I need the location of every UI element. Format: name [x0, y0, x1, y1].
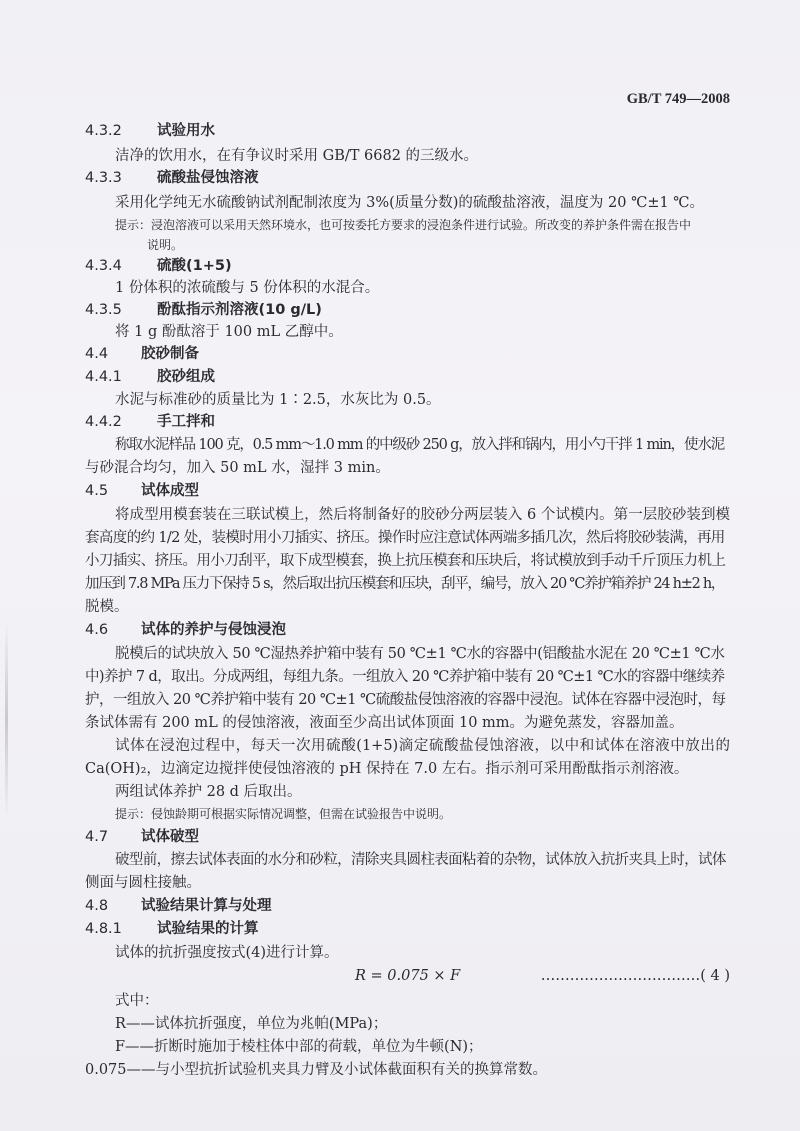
paragraph-line: 将成型用模套装在三联试模上，然后将制备好的胶砂分两层装入 6 个试模内。第一层胶砂装到模	[115, 507, 730, 523]
paragraph-line: 与砂混合均匀，加入 50 mL 水，湿拌 3 min。	[85, 460, 390, 476]
heading-4-3-3	[85, 168, 730, 188]
paragraph-line: 条试体需有 200 mL 的侵蚀溶液，液面至少高出试体顶面 10 mm。为避免蒸发，容器加盖。	[85, 715, 684, 731]
section-number: 4.3.3	[85, 170, 122, 186]
section-title: 胶砂制备	[141, 346, 199, 362]
section-number: 4.3.2	[85, 123, 122, 139]
heading-4-3-4	[85, 256, 730, 276]
equation-number: ……………………………( 4 )	[540, 968, 730, 984]
section-number: 4.6	[85, 622, 109, 638]
section-number: 4.8.1	[85, 921, 122, 937]
section-title: 试验结果的计算	[157, 921, 259, 937]
paragraph-line: 中)养护 7 d，取出。分成两组，每组九条。一组放入 20 ℃养护箱中装有 20 ℃±1 ℃水的容器中继续养	[85, 669, 725, 685]
heading-4-4-2	[85, 412, 730, 432]
paragraph: 洁净的饮用水，在有争议时采用 GB/T 6682 的三级水。	[115, 148, 479, 164]
paragraph-line: 侧面与圆柱接触。	[85, 875, 201, 891]
section-title: 试体成型	[141, 483, 199, 499]
section-title: 胶砂组成	[157, 369, 215, 385]
section-title: 试体的养护与侵蚀浸泡	[141, 622, 286, 638]
formula: R = 0.075 × F	[355, 968, 461, 984]
paragraph-line: 套高度的约 1/2 处，装模时用小刀插实、挤压。操作时应注意试体两端多插几次，然后将胶砂装满，再用	[85, 530, 725, 546]
heading-4-5	[85, 481, 730, 501]
where-label: 式中：	[115, 993, 159, 1009]
paragraph: 1 份体积的浓硫酸与 5 份体积的水混合。	[115, 280, 380, 296]
section-number: 4.4.2	[85, 414, 122, 430]
note: 提示：浸泡溶液可以采用天然环境水，也可按委托方要求的浸泡条件进行试验。所改变的养护条件需在报告中	[115, 218, 692, 232]
section-title: 硫酸盐侵蚀溶液	[157, 170, 259, 186]
section-number: 4.3.4	[85, 258, 122, 274]
paragraph-line: 脱模。	[85, 599, 129, 615]
section-title: 试验用水	[157, 123, 215, 139]
section-number: 4.3.5	[85, 302, 122, 318]
section-title: 试验结果计算与处理	[141, 898, 272, 914]
definition-r: R——试体抗折强度，单位为兆帕(MPa)；	[115, 1016, 388, 1032]
heading-4-3-5	[85, 300, 730, 320]
section-title: 酚酞指示剂溶液(10 g/L)	[157, 302, 322, 318]
section-number: 4.5	[85, 483, 109, 499]
heading-4-4-1	[85, 367, 730, 387]
standard-number-header: GB/T 749—2008	[626, 91, 730, 107]
paragraph: 采用化学纯无水硫酸钠试剂配制浓度为 3%(质量分数)的硫酸盐溶液，温度为 20 ℃±1 ℃。	[115, 195, 705, 211]
note-continued: 说明。	[147, 238, 184, 252]
paragraph-line: 破型前，擦去试体表面的水分和砂粒，清除夹具圆柱表面粘着的杂物，试体放入抗折夹具上时，试体	[115, 852, 726, 868]
paragraph-line: Ca(OH)₂，边滴定边搅拌使侵蚀溶液的 pH 保持在 7.0 左右。指示剂可采用酚酞指示剂溶液。	[85, 761, 689, 777]
heading-4-3-2	[85, 121, 730, 141]
section-number: 4.7	[85, 829, 109, 845]
section-number: 4.4.1	[85, 369, 122, 385]
paragraph: 试体的抗折强度按式(4)进行计算。	[115, 945, 339, 961]
paragraph-line: 称取水泥样品 100 克，0.5 mm～1.0 mm 的中级砂 250 g，放入拌和锅内，用小勺干拌 1 min，使水泥	[115, 437, 724, 453]
section-title: 试体破型	[141, 829, 199, 845]
paragraph: 两组试体养护 28 d 后取出。	[115, 784, 302, 800]
section-title: 硫酸(1+5)	[157, 258, 232, 274]
section-title: 手工拌和	[157, 414, 215, 430]
note: 提示：侵蚀龄期可根据实际情况调整，但需在试验报告中说明。	[115, 807, 452, 821]
heading-4-8-1	[85, 919, 730, 939]
paragraph-line: 小刀插实、挤压。用小刀刮平，取下成型模套，换上抗压模套和压块后，将试模放到手动千斤顶压力机上	[85, 553, 726, 569]
paragraph-line: 脱模后的试块放入 50 ℃湿热养护箱中装有 50 ℃±1 ℃水的容器中(铝酸盐水泥在 20 ℃±1 ℃水	[115, 646, 725, 662]
definition-f: F——折断时施加于棱柱体中部的荷载，单位为牛顿(N)；	[115, 1039, 483, 1055]
section-number: 4.4	[85, 346, 109, 362]
paragraph-line: 加压到 7.8 MPa 压力下保持 5 s，然后取出抗压模套和压块，刮平，编号，放入 20 ℃养护箱养护 24 h±2 h，	[85, 576, 725, 592]
heading-4-4	[85, 344, 730, 364]
heading-4-6	[85, 620, 730, 640]
paragraph-line: 护，一组放入 20 ℃养护箱中装有 20 ℃±1 ℃硫酸盐侵蚀溶液的容器中浸泡。试体在容器中浸泡时，每	[85, 692, 726, 708]
definition-constant: 0.075——与小型抗折试验机夹具力臂及小试体截面积有关的换算常数。	[85, 1062, 548, 1078]
paragraph: 将 1 g 酚酞溶于 100 mL 乙醇中。	[115, 324, 343, 340]
paragraph-line: 试体在浸泡过程中，每天一次用硫酸(1+5)滴定硫酸盐侵蚀溶液，以中和试体在溶液中放出的	[115, 738, 730, 754]
scan-edge-shadow	[5, 620, 8, 820]
heading-4-8	[85, 896, 730, 916]
heading-4-7	[85, 827, 730, 847]
section-number: 4.8	[85, 898, 109, 914]
paragraph: 水泥与标准砂的质量比为 1∶2.5，水灰比为 0.5。	[115, 392, 441, 408]
